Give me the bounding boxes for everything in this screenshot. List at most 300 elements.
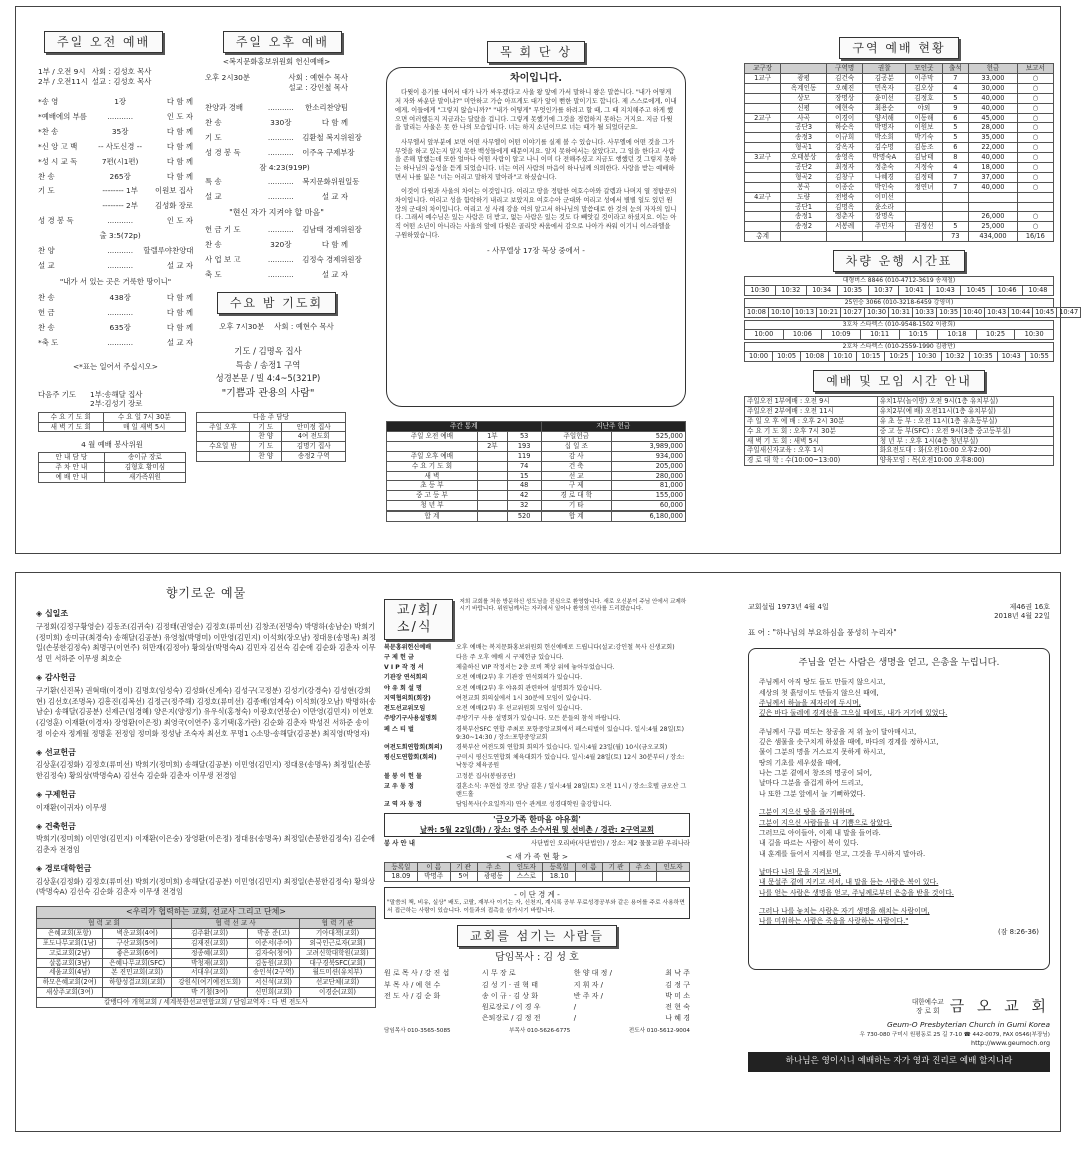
offering-section-names: 김상훈(김정화) 김정호(류미선) 박희기(정미희) 송해달(김공분) 이민영(김민지) 정대용(송명옥) 최정일(손봉한김정숙) 황의상(박명숙A) 김선숙 김순화 김춘자 이무생 전경임: [36, 760, 371, 781]
next-duty-cell: 기 도: [250, 422, 282, 432]
prayer-meeting-row: [39, 422, 186, 432]
issue-number: 제46권 16호: [1009, 603, 1050, 611]
group-cell: 김건숙: [827, 73, 863, 83]
scripture-lines: [759, 677, 1039, 937]
scripture-reference: (잠 8:26-36): [998, 927, 1039, 936]
weekly-stats-table: [386, 421, 686, 522]
order-cell: 김남태 경제위원장: [302, 225, 362, 235]
am-leader: 사회 : 김성호 목사: [91, 67, 152, 77]
prayer-meeting-cell: 새 벽 기 도 회: [39, 422, 104, 432]
news-item-text: 경북부산SFC 연합 주최로 포항중앙교회에서 페스티벌이 있습니다. 일시:4월 28일(토) 9:30~14:30 / 장소:포항중앙교회: [456, 725, 685, 741]
bulletin-inner-sheet: [15, 6, 1079, 554]
bus-time-cell: 10:35: [969, 351, 997, 361]
order-cell: 성 경 봉 독: [205, 147, 241, 157]
group-cell: 상모: [781, 93, 827, 103]
order-cell: 찬 송: [205, 117, 222, 127]
offering-section-names: 구정회(김정구황영순) 김동조(김귀숙) 김정태(권영순) 김정호(류미선) 김창조(전명숙) 박명하(송남순) 박희기(정미희) 송미규(최경숙) 송해달(김공분) 유영철(박명미) 이만영(김민지) 이석희(장오남) 정대용(송명옥) 최정일(손봉한김정숙) 최명구(이연주) 허만재(김정아) 황의상(박명숙A) 김민자 김선숙 김순애 김순화 김춘자 이무성 민 서하준 이무생 최호순: [36, 621, 376, 664]
order-cell: 사 업 보 고: [205, 254, 241, 264]
bus-time-cell: 10:10: [769, 308, 793, 318]
bus-route-title: 2호차 스타렉스 (010-2559-1990 김광만): [744, 342, 1054, 351]
news-item-text: 여천교회 회의실에서 1시 30분에 모임이 있습니다.: [456, 694, 592, 702]
group-cell: 1교구: [745, 73, 781, 83]
group-cell: 434,000: [969, 232, 1018, 242]
group-cell: ○: [1017, 93, 1053, 103]
order-cell: *성 시 교 독: [38, 156, 78, 166]
order-cell: 축 도: [205, 269, 222, 279]
wed-time: 오후 7시30분: [219, 321, 265, 331]
news-item: [384, 674, 690, 682]
pastor-column-source: - 사무엘상 17장 묵상 중에서 -: [487, 246, 585, 256]
partner-cell: 세움교회(4남): [37, 968, 103, 978]
group-cell: 공단3: [781, 123, 827, 133]
staff-cell: 나 혜 경: [665, 1014, 690, 1023]
group-cell: 이경이: [827, 113, 863, 123]
partner-cell: 월드미션(유치부): [300, 968, 376, 978]
volunteer-text: 사단법인 오리바(사단법인) / 장소: 제2 물물교환 우리나라: [531, 840, 690, 848]
group-cell: 26,000: [969, 212, 1018, 222]
newcomer-cell: 박명주: [417, 872, 450, 882]
volunteer-row: [384, 840, 690, 848]
group-cell: 이규희: [827, 133, 863, 143]
group-cell: 25,000: [969, 222, 1018, 232]
order-cell: [38, 201, 97, 211]
group-cell: 송정1: [781, 212, 827, 222]
newcomer-cell: 5여: [450, 872, 477, 882]
next-duty-cell: 안미정 집사: [282, 422, 346, 432]
group-cell: [827, 232, 863, 242]
pm-order-list: [205, 102, 362, 202]
scripture-line: [759, 719, 1039, 727]
stats-cell: 경 로 대 학: [541, 491, 612, 501]
news-item-label: 복문홍위헌신예배: [384, 643, 432, 651]
order-row: [38, 112, 193, 122]
stats-cell: 1부: [477, 431, 507, 441]
news-item-text: 제출하신 VIP 작정서는 2층 로비 책상 위에 놓아두었습니다.: [456, 664, 615, 672]
bus-time-cell: 10:35: [837, 286, 868, 296]
scripture-line: 물이 그분의 명을 거스르지 못하게 하시고,: [759, 748, 886, 757]
group-cell: 김수명: [863, 143, 906, 153]
stats-cell: 119: [507, 451, 541, 461]
news-item-label: 주방기구사용설명회: [384, 715, 437, 723]
next-duty-table: [196, 412, 346, 462]
order-cell: 7편(시1편): [101, 156, 139, 166]
staff-cell: 지 휘 자 /: [573, 980, 604, 989]
duty-cell: 예 배 안 내: [39, 473, 105, 483]
bus-time-cell: 10:30: [913, 351, 941, 361]
schedule-cell: 화요전도대 : 화(오전10:00 오후2:00): [877, 446, 1053, 456]
group-row: [745, 182, 1054, 192]
newcomer-header-cell: 기 관: [603, 862, 630, 872]
group-cell: 7: [942, 172, 969, 182]
order-cell: *축 도: [38, 337, 59, 347]
partner-cell: 김재진(교회): [172, 938, 248, 948]
stats-cell: 주일 오전 예배: [387, 431, 478, 441]
group-header-cell: 헌금: [969, 64, 1018, 74]
bus-time-cell: 10:48: [1023, 286, 1054, 296]
order-cell: 다 함 께: [166, 292, 193, 302]
order-cell: 다 함 께: [166, 156, 193, 166]
bus-time-cell: 10:00: [745, 351, 773, 361]
church-website[interactable]: http://www.geumoch.org: [971, 1039, 1050, 1048]
group-cell: 김명옥: [827, 202, 863, 212]
order-cell: -- 사도신경 --: [98, 141, 143, 151]
order-row: [205, 240, 348, 250]
pastor-column-panel: [386, 41, 686, 551]
group-row: [745, 232, 1054, 242]
group-cell: [969, 202, 1018, 212]
partner-row: [37, 928, 376, 938]
scripture-line: 내 문설주 곁에 지키고 서서, 내 말을 듣는 사람은 복이 있다.: [759, 878, 939, 887]
schedule-cell: 청 년 부 : 오후 1시(4층 청년부실): [877, 436, 1053, 446]
group-header-spacer: [781, 64, 827, 74]
am-service-column: [38, 57, 193, 409]
group-cell: [745, 143, 781, 153]
group-cell: 옥계인동: [781, 83, 827, 93]
group-cell: ○: [1017, 153, 1053, 163]
group-cell: 서봉례: [827, 222, 863, 232]
news-item-label: V I P 작 정 서: [384, 664, 424, 672]
order-cell: 설 교 자: [166, 337, 193, 347]
partner-cell: 김동원(교회): [248, 958, 300, 968]
order-cell: ...........: [107, 337, 134, 347]
prayer-meeting-cell: 수 요 기 도 회: [39, 412, 104, 422]
offering-section-title: ◈ 구제헌금: [36, 790, 76, 799]
group-cell: 정춘숙: [863, 162, 906, 172]
news-item: [384, 664, 690, 672]
schedule-row: [745, 446, 1054, 456]
order-cell: 다 함 께: [166, 171, 193, 181]
schedule-cell: 주일새신자교육 : 오후 1시: [745, 446, 878, 456]
group-cell: 민옥자: [863, 83, 906, 93]
staff-title: 교회를 섬기는 사람들: [457, 925, 617, 947]
prayer-meeting-cell: 수 요 일 7시 30분: [103, 412, 185, 422]
stats-cell: 주일헌금: [541, 431, 612, 441]
group-cell: ○: [1017, 73, 1053, 83]
bus-time-cell: 10:41: [899, 286, 930, 296]
scripture-line: [759, 898, 1039, 906]
order-cell: 찬 송: [205, 239, 222, 249]
scripture-line: 세상의 첫 흙덩이도 만들지 않으신 때에,: [759, 688, 879, 697]
newcomer-cell: 18.10: [543, 872, 576, 882]
group-cell: 공단1: [781, 202, 827, 212]
group-cell: 4: [942, 162, 969, 172]
group-cell: 16/16: [1017, 232, 1053, 242]
group-cell: [1017, 202, 1053, 212]
schedule-title: 예배 및 모임 시간 안내: [813, 370, 985, 392]
news-item: [384, 744, 690, 752]
stats-cell: 81,000: [612, 481, 686, 491]
partner-cell: 포도나무교회(1남): [37, 938, 103, 948]
schedule-row: [745, 436, 1054, 446]
group-cell: 5: [942, 222, 969, 232]
order-cell: [38, 231, 97, 241]
partner-cell: 정종혜(교회): [172, 948, 248, 958]
group-header-cell: 권찰: [863, 64, 906, 74]
order-cell: [143, 231, 193, 241]
partner-row: [37, 988, 376, 998]
news-item-text: 구미시 평신도연합회 체육대회가 있습니다. 일시:4월 28일(토) 12시 30분부터 / 장소:낙동강 체육공원: [456, 754, 685, 770]
stats-cell: 합 계: [541, 512, 612, 522]
newcomer-cell: [657, 872, 690, 882]
am-sermon-title: "내가 서 있는 곳은 거룩한 땅이니": [59, 276, 172, 286]
staff-cell: 김 성 기 · 권 혁 태: [481, 980, 539, 989]
schedule-cell: 유치2부(예 배) 오전11시(1층 유치부실): [877, 406, 1053, 416]
group-cell: [942, 212, 969, 222]
group-cell: 김공분: [863, 73, 906, 83]
partner-table: [36, 906, 376, 1008]
order-cell: 김성화 장로: [154, 201, 193, 211]
bus-time-cell: 10:13: [793, 308, 817, 318]
group-row: [745, 192, 1054, 202]
group-cell: 장명옥: [863, 212, 906, 222]
group-cell: [745, 103, 781, 113]
partner-cell: 기아대책(교회): [300, 928, 376, 938]
bus-time-cell: 10:43: [985, 308, 1009, 318]
am-time-2: 2부 / 오전11시: [38, 77, 88, 86]
schedule-cell: 수 요 기 도 회 : 오후 7시 30분: [745, 426, 878, 436]
wed-prayer: 기도 / 김명옥 집사: [234, 346, 302, 357]
order-row: [205, 270, 348, 280]
group-cell: 장명상: [827, 93, 863, 103]
order-cell: ...........: [267, 102, 294, 112]
group-cell: [906, 202, 942, 212]
group-cell: 5: [942, 123, 969, 133]
news-item-label: 전도선교위모임: [384, 705, 426, 713]
order-cell: 성 경 봉 독: [38, 216, 74, 226]
group-cell: 예현숙: [827, 103, 863, 113]
group-cell: 정연녀: [906, 182, 942, 192]
pm-preacher: 설교 : 강인철 목사: [288, 82, 348, 92]
am-preacher: 설교 : 김성호 목사: [91, 77, 152, 86]
order-cell: *신 앙 고 백: [38, 141, 78, 151]
partner-cell: 구산교회(5여): [103, 938, 172, 948]
order-cell: 설 교: [38, 261, 55, 271]
scripture-line: 땅의 기초를 세우셨을 때에,: [759, 758, 841, 767]
group-row: [745, 93, 1054, 103]
news-item-label: 교 우 동 정: [384, 782, 414, 790]
news-item-text: 오전 예배(2부) 후 선교위원회 모임이 있습니다.: [456, 705, 583, 713]
order-row: [38, 127, 193, 137]
schedule-row: [745, 416, 1054, 426]
stats-cell: [477, 501, 507, 511]
stats-cell: 74: [507, 461, 541, 471]
group-row: [745, 202, 1054, 212]
scripture-line: 내 길을 따르는 사람이 복이 있다.: [759, 839, 859, 848]
partner-cell: 이준서(주여): [248, 938, 300, 948]
group-header-cell: 교구장: [745, 64, 781, 74]
stats-cell: 새 벽: [387, 471, 478, 481]
partner-cell: 새상주교회(3여): [37, 988, 103, 998]
stats-row: [387, 461, 686, 471]
stats-cell: 15: [507, 471, 541, 481]
phone-evangelist: 전도사 010-5612-9004: [628, 1028, 690, 1035]
order-row: [205, 147, 355, 158]
prayer-meeting-cell: 매 일 새벽 5시: [103, 422, 185, 432]
group-row: [745, 123, 1054, 133]
duty-column: [38, 412, 186, 483]
bus-time-cell: 10:18: [938, 330, 977, 340]
scripture-line: 그분이 지으신 땅을 즐거워하며,: [759, 808, 855, 817]
bus-time-cell: 10:34: [806, 286, 837, 296]
picnic-title: '금오가족 한마음 야유회': [493, 814, 581, 824]
group-cell: ○: [1017, 133, 1053, 143]
newcomer-header-cell: 등록일: [543, 862, 576, 872]
group-row: [745, 172, 1054, 182]
news-list: [384, 644, 690, 810]
newcomer-header-cell: 기 관: [450, 862, 477, 872]
offering-section-names: 김상훈(김정화) 김정호(류미선) 박희기(정미희) 송해달(김공분) 이민영(김민지) 최정일(손봉한김정숙) 황의상(박명숙A) 김선숙 김순화 김춘자 이무생 전경임: [36, 876, 375, 897]
order-cell: [205, 163, 259, 173]
group-header-cell: 모인곳: [906, 64, 942, 74]
partner-head-missionaries: 협 력 선 교 사: [172, 918, 300, 928]
schedule-cell: 유 초 등 부 : 오전 11시(1층 유초등부실): [877, 416, 1053, 426]
picnic-box: [384, 813, 690, 838]
bus-time-cell: 10:47: [1057, 308, 1081, 318]
stats-cell: [477, 461, 507, 471]
stats-row: [387, 431, 686, 441]
order-cell: ...........: [267, 254, 294, 264]
stats-cell: 205,000: [612, 461, 686, 471]
duty-row: [39, 453, 186, 463]
order-row: [205, 132, 362, 143]
staff-cell: 전 현 숙: [665, 1002, 690, 1011]
news-item: [384, 685, 690, 693]
group-cell: [745, 212, 781, 222]
group-cell: 40,000: [969, 103, 1018, 113]
stats-cell: 3,989,000: [612, 441, 686, 451]
next-duty-cell: 김명기 집사: [282, 442, 346, 452]
staff-row: [384, 1002, 690, 1013]
stats-cell: [477, 491, 507, 501]
news-item-label: 교 역 자 동 정: [384, 801, 422, 809]
order-cell: -------- 1부: [102, 186, 138, 196]
staff-cell: /: [573, 1014, 577, 1023]
scripture-line: 깊은 샘물을 솟구치게 하셨을 때에, 바다의 경계를 정하시고,: [759, 738, 939, 747]
weekly-stats-title: 주간 통계: [387, 422, 542, 432]
heresy-warning-text: "말씀의 책, 비유, 실상" 배도, 코랄, 재부사 이기는 자, 신천지, 계시록 공부 무료성경공부와 같은 용어를 주로 사용하면서 접근하는 사람이 있습니다. 이들과의 접촉을 삼가시기 바랍니다.: [387, 900, 685, 915]
am-time-1: 1부 / 오전 9시: [38, 67, 86, 77]
group-cell: [745, 172, 781, 182]
heresy-warning-box: [384, 887, 690, 919]
group-cell: 박기숙: [906, 133, 942, 143]
news-title: 교/회/소/식: [384, 599, 453, 640]
group-cell: 2교구: [745, 113, 781, 123]
staff-row: [384, 991, 690, 1002]
bus-time-cell: 10:46: [992, 286, 1023, 296]
duty-cell: 주 차 안 내: [39, 463, 105, 473]
next-duty-cell: 찬 양: [250, 452, 282, 462]
group-cell: [745, 182, 781, 192]
bus-time-cell: 10:45: [1033, 308, 1057, 318]
group-cell: 오태봉상: [781, 153, 827, 163]
pm-sermon-title: "현신 자가 지켜야 할 마음": [229, 208, 324, 218]
group-row: [745, 212, 1054, 222]
stats-row: [387, 441, 686, 451]
group-cell: 양서해: [863, 113, 906, 123]
phone-associate: 부목사 010-5626-6775: [509, 1028, 571, 1035]
order-row: [38, 216, 193, 226]
schedule-cell: 유치1부(놀이방) 오전 9시(1층 유치부실): [877, 396, 1053, 406]
order-row: [38, 293, 193, 303]
newcomer-table: [384, 862, 690, 883]
next-duty-cell: 송정2 구역: [282, 452, 346, 462]
volunteer-label: 봉 사 안 내: [384, 840, 415, 848]
staff-cell: 반 주 자 /: [573, 991, 604, 1000]
heresy-warning-title: - 이 단 경 계 -: [514, 890, 560, 900]
news-item: [384, 773, 690, 781]
group-cell: 최용순: [863, 103, 906, 113]
picnic-info: 날짜: 5월 22일(화) / 장소: 영주 소수서원 및 선비촌 / 경관: 2구역교회: [419, 825, 655, 835]
order-row: [38, 186, 193, 196]
next-duty-row: [197, 452, 346, 462]
news-panel: [384, 599, 690, 1127]
bus-time-row: [745, 308, 1081, 318]
offering-sections: [36, 609, 376, 898]
pm-time: 오후 2시30분: [205, 73, 251, 82]
partner-row: [37, 948, 376, 958]
group-cell: 4: [942, 83, 969, 93]
bus-time-cell: 10:35: [937, 308, 961, 318]
partner-cell: 외국인근로자(교회): [300, 938, 376, 948]
stats-cell: 수 요 기 도 회: [387, 461, 478, 471]
partner-row: [37, 938, 376, 948]
stats-cell: 155,000: [612, 491, 686, 501]
order-row: [38, 231, 193, 241]
senior-pastor: 담임목사 : 김 성 호: [495, 951, 579, 963]
order-row: [205, 192, 348, 202]
scripture-line: 깊은 바다 둘레에 경계선을 그으실 때에도, 내가 거기에 있었다.: [759, 709, 948, 718]
duty-cell: 안 내 담 당: [39, 453, 105, 463]
bus-time-cell: 10:55: [1025, 351, 1053, 361]
church-established: 교회설립 1973년 4월 4일: [748, 603, 829, 611]
bus-time-cell: 10:15: [899, 330, 938, 340]
bus-time-row: [745, 286, 1054, 296]
duty-row: [39, 463, 186, 473]
order-cell: 635장: [109, 322, 131, 332]
am-service-title: 주일 오전 예배: [44, 31, 163, 53]
schedule-row: [745, 426, 1054, 436]
stats-cell: [477, 512, 507, 522]
newcomer-header-cell: 인도자: [510, 862, 543, 872]
group-cell: [745, 202, 781, 212]
order-row: [205, 163, 348, 173]
partner-cell: 하모은혜교회(2여): [37, 978, 103, 988]
group-cell: 총계: [745, 232, 781, 242]
order-cell: 다 함 께: [321, 117, 348, 127]
order-cell: 다 함 께: [166, 322, 193, 332]
bus-time-cell: 10:11: [860, 330, 899, 340]
bus-time-cell: 10:21: [817, 308, 841, 318]
partner-cell: 좋은교회(6여): [103, 948, 172, 958]
group-cell: 9: [942, 103, 969, 113]
group-cell: 송정2: [781, 222, 827, 232]
bus-time-cell: 10:30: [865, 308, 889, 318]
group-header-cell: 보고서: [1017, 64, 1053, 74]
staff-cell: 은퇴장로 / 김 정 전: [481, 1014, 541, 1023]
order-cell: 다 함 께: [166, 96, 193, 106]
stats-cell: 193: [507, 441, 541, 451]
news-item: [384, 715, 690, 723]
order-cell: 설 교 자: [321, 192, 348, 202]
bus-time-cell: 10:33: [913, 308, 937, 318]
group-cell: [906, 212, 942, 222]
group-row: [745, 83, 1054, 93]
group-cell: ○: [1017, 222, 1053, 232]
group-cell: 봉곡: [781, 182, 827, 192]
order-cell: 인 도 자: [166, 111, 193, 121]
order-cell: 헌 금 기 도: [205, 225, 241, 235]
group-cell: [745, 222, 781, 232]
